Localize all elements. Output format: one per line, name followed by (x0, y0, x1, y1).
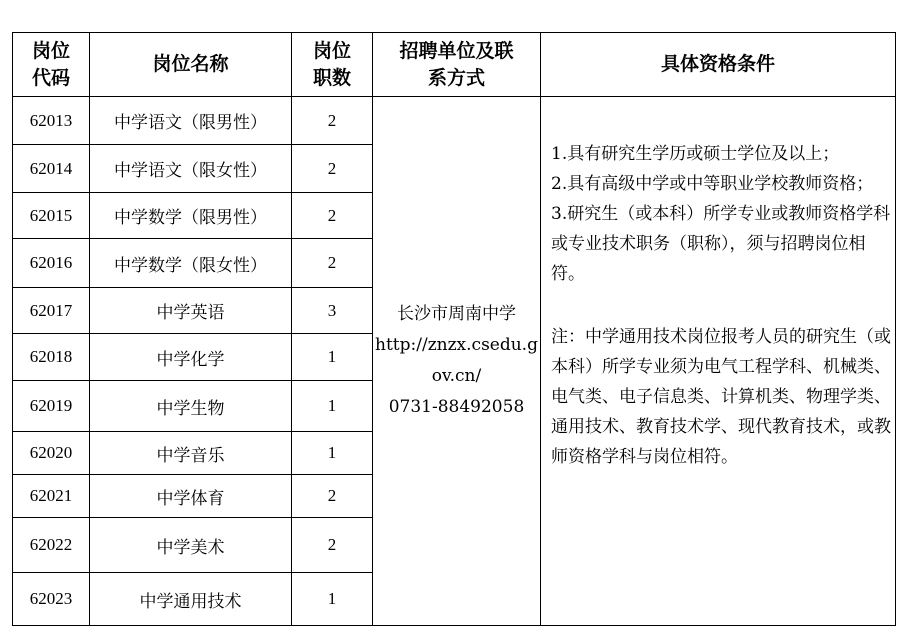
qualification-item-1: 1.具有研究生学历或硕士学位及以上； (551, 144, 840, 164)
contact-unit: 长沙市周南中学 (397, 304, 516, 324)
position-code: 62013 (13, 97, 90, 145)
position-count: 1 (292, 573, 373, 626)
position-code: 62021 (13, 475, 90, 518)
position-count: 2 (292, 239, 373, 288)
position-name: 中学语文（限女性） (90, 145, 292, 193)
position-count: 2 (292, 193, 373, 239)
header-qualifications: 具体资格条件 (541, 33, 896, 97)
header-row (13, 33, 896, 97)
position-code: 62022 (13, 518, 90, 573)
contact-phone: 0731-88492058 (388, 397, 525, 417)
position-name: 中学通用技术 (90, 573, 292, 626)
position-name: 中学生物 (90, 381, 292, 432)
position-name: 中学美术 (90, 518, 292, 573)
position-name: 中学语文（限男性） (90, 97, 292, 145)
position-name: 中学体育 (90, 475, 292, 518)
qualifications-cell (541, 97, 896, 626)
position-name: 中学英语 (90, 288, 292, 334)
position-count: 1 (292, 334, 373, 381)
header-code: 岗位代码 (13, 33, 90, 97)
position-count: 1 (292, 381, 373, 432)
position-count: 2 (292, 518, 373, 573)
position-name: 中学数学（限女性） (90, 239, 292, 288)
qualification-item-2: 2.具有高级中学或中等职业学校教师资格； (551, 174, 874, 194)
position-count: 1 (292, 432, 373, 475)
qualification-item-3: 3.研究生（或本科）所学专业或教师资格学科或专业技术职务（职称），须与招聘岗位相符。 (551, 204, 891, 284)
position-count: 2 (292, 145, 373, 193)
position-count: 2 (292, 475, 373, 518)
position-code: 62016 (13, 239, 90, 288)
contact-cell (373, 97, 541, 626)
position-code: 62018 (13, 334, 90, 381)
position-count: 3 (292, 288, 373, 334)
header-name: 岗位名称 (90, 33, 292, 97)
position-name: 中学数学（限男性） (90, 193, 292, 239)
position-name: 中学化学 (90, 334, 292, 381)
position-code: 62019 (13, 381, 90, 432)
table-row (13, 97, 896, 145)
position-code: 62020 (13, 432, 90, 475)
position-code: 62017 (13, 288, 90, 334)
header-count: 岗位职数 (292, 33, 373, 97)
position-code: 62023 (13, 573, 90, 626)
header-contact: 招聘单位及联系方式 (373, 33, 541, 97)
position-code: 62015 (13, 193, 90, 239)
position-name: 中学音乐 (90, 432, 292, 475)
qualification-note: 注：中学通用技术岗位报考人员的研究生（或本科）所学专业须为电气工程学科、机械类、电气类、电子信息类、计算机类、物理学类、通用技术、教育技术学、现代教育技术，或教师资格学科与岗位相符。 (551, 327, 891, 467)
contact-url: http://znzx.csedu.gov.cn/ (375, 335, 538, 386)
position-code: 62014 (13, 145, 90, 193)
position-count: 2 (292, 97, 373, 145)
positions-table (12, 32, 896, 626)
